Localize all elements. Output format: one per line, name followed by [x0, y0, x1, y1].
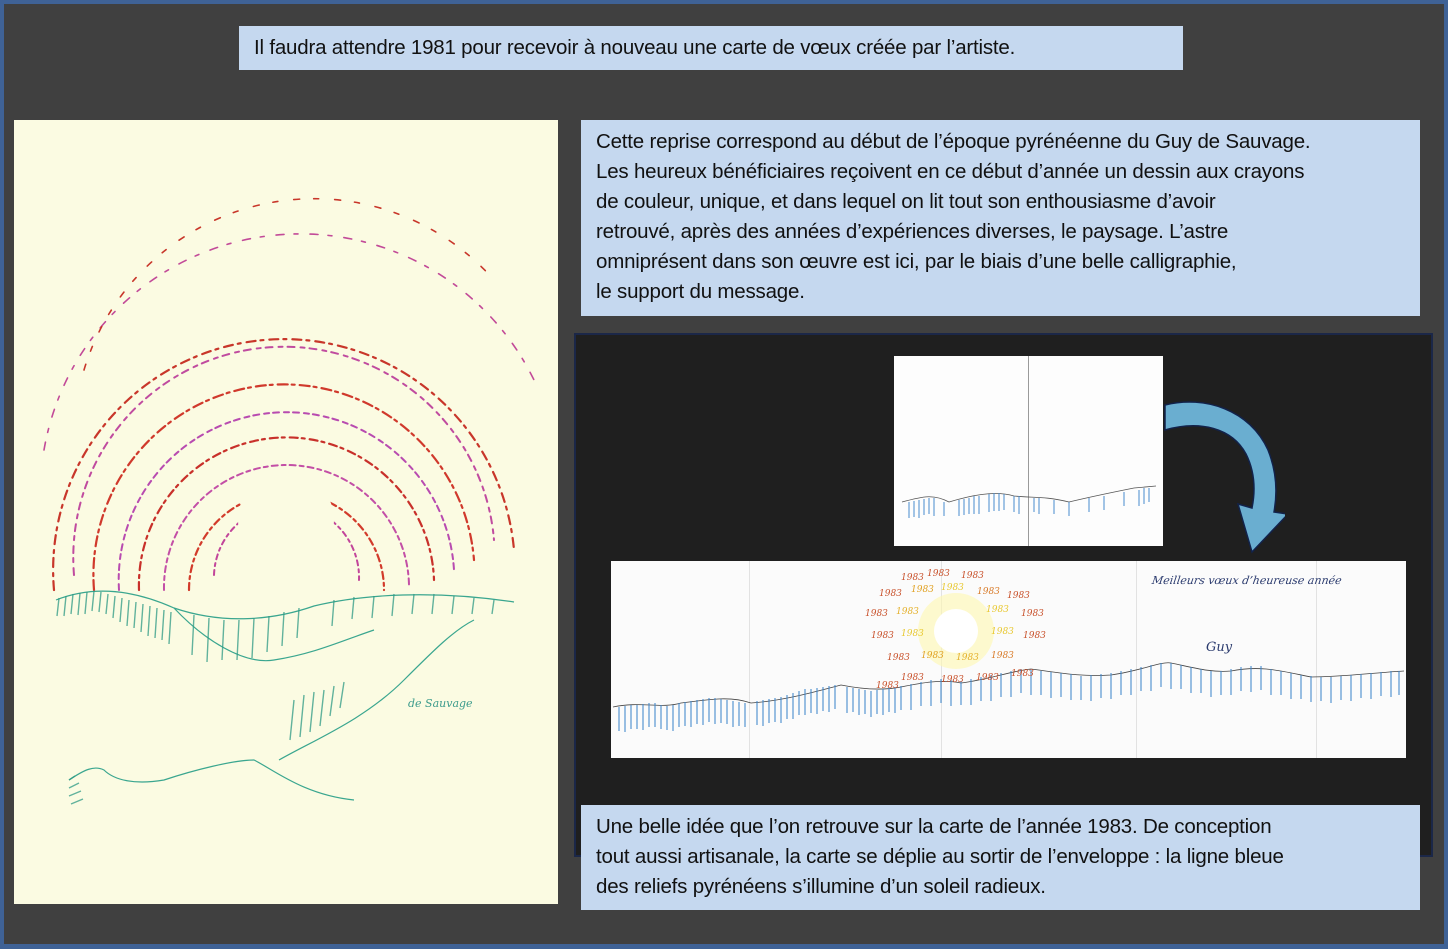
folded-card-photo — [894, 356, 1163, 546]
right-caption-line: retrouvé, après des années d’expériences diverses, le paysage. L’astre — [596, 220, 1229, 243]
top-caption — [239, 26, 1183, 70]
right-caption-line: de couleur, unique, et dans lequel on lit tout son enthousiasme d’avoir — [596, 190, 1216, 213]
right-caption — [581, 120, 1420, 316]
bottom-caption — [581, 805, 1420, 910]
artwork-1981-signature: de Sauvage — [408, 697, 473, 710]
curved-arrow-down-icon — [1160, 390, 1285, 555]
bottom-caption-line: des reliefs pyrénéens s’illumine d’un soleil radieux. — [596, 875, 1046, 898]
top-caption-text: Il faudra attendre 1981 pour recevoir à nouveau une carte de vœux créée par l’artiste. — [254, 36, 1016, 59]
folded-card-mountains — [894, 356, 1163, 546]
bottom-caption-line: tout aussi artisanale, la carte se déplie au sortir de l’enveloppe : la ligne bleue — [596, 845, 1284, 868]
artwork-1981-illustration — [14, 120, 558, 904]
open-card-photo: 1983 1983 1983 1983 1983 1983 1983 1983 1983 1983 1983 1983 1983 1983 1983 1983 1983 1983 1983 1983 1983 1983 1983 1983 1983 — [611, 561, 1406, 758]
right-caption-line: omniprésent dans son œuvre est ici, par le biais d’une belle calligraphie, — [596, 250, 1237, 273]
bottom-caption-line: Une belle idée que l’on retrouve sur la carte de l’année 1983. De conception — [596, 815, 1272, 838]
card-greeting-text: Meilleurs vœux d’heureuse année — [1151, 574, 1343, 587]
right-caption-line: Les heureux bénéficiaires reçoivent en ce début d’année un dessin aux crayons — [596, 160, 1305, 183]
card-signature: Guy — [1206, 640, 1233, 655]
right-caption-line: Cette reprise correspond au début de l’époque pyrénéenne du Guy de Sauvage. — [596, 130, 1311, 153]
right-caption-line: le support du message. — [596, 280, 805, 303]
artwork-1981-drawing — [14, 120, 558, 904]
